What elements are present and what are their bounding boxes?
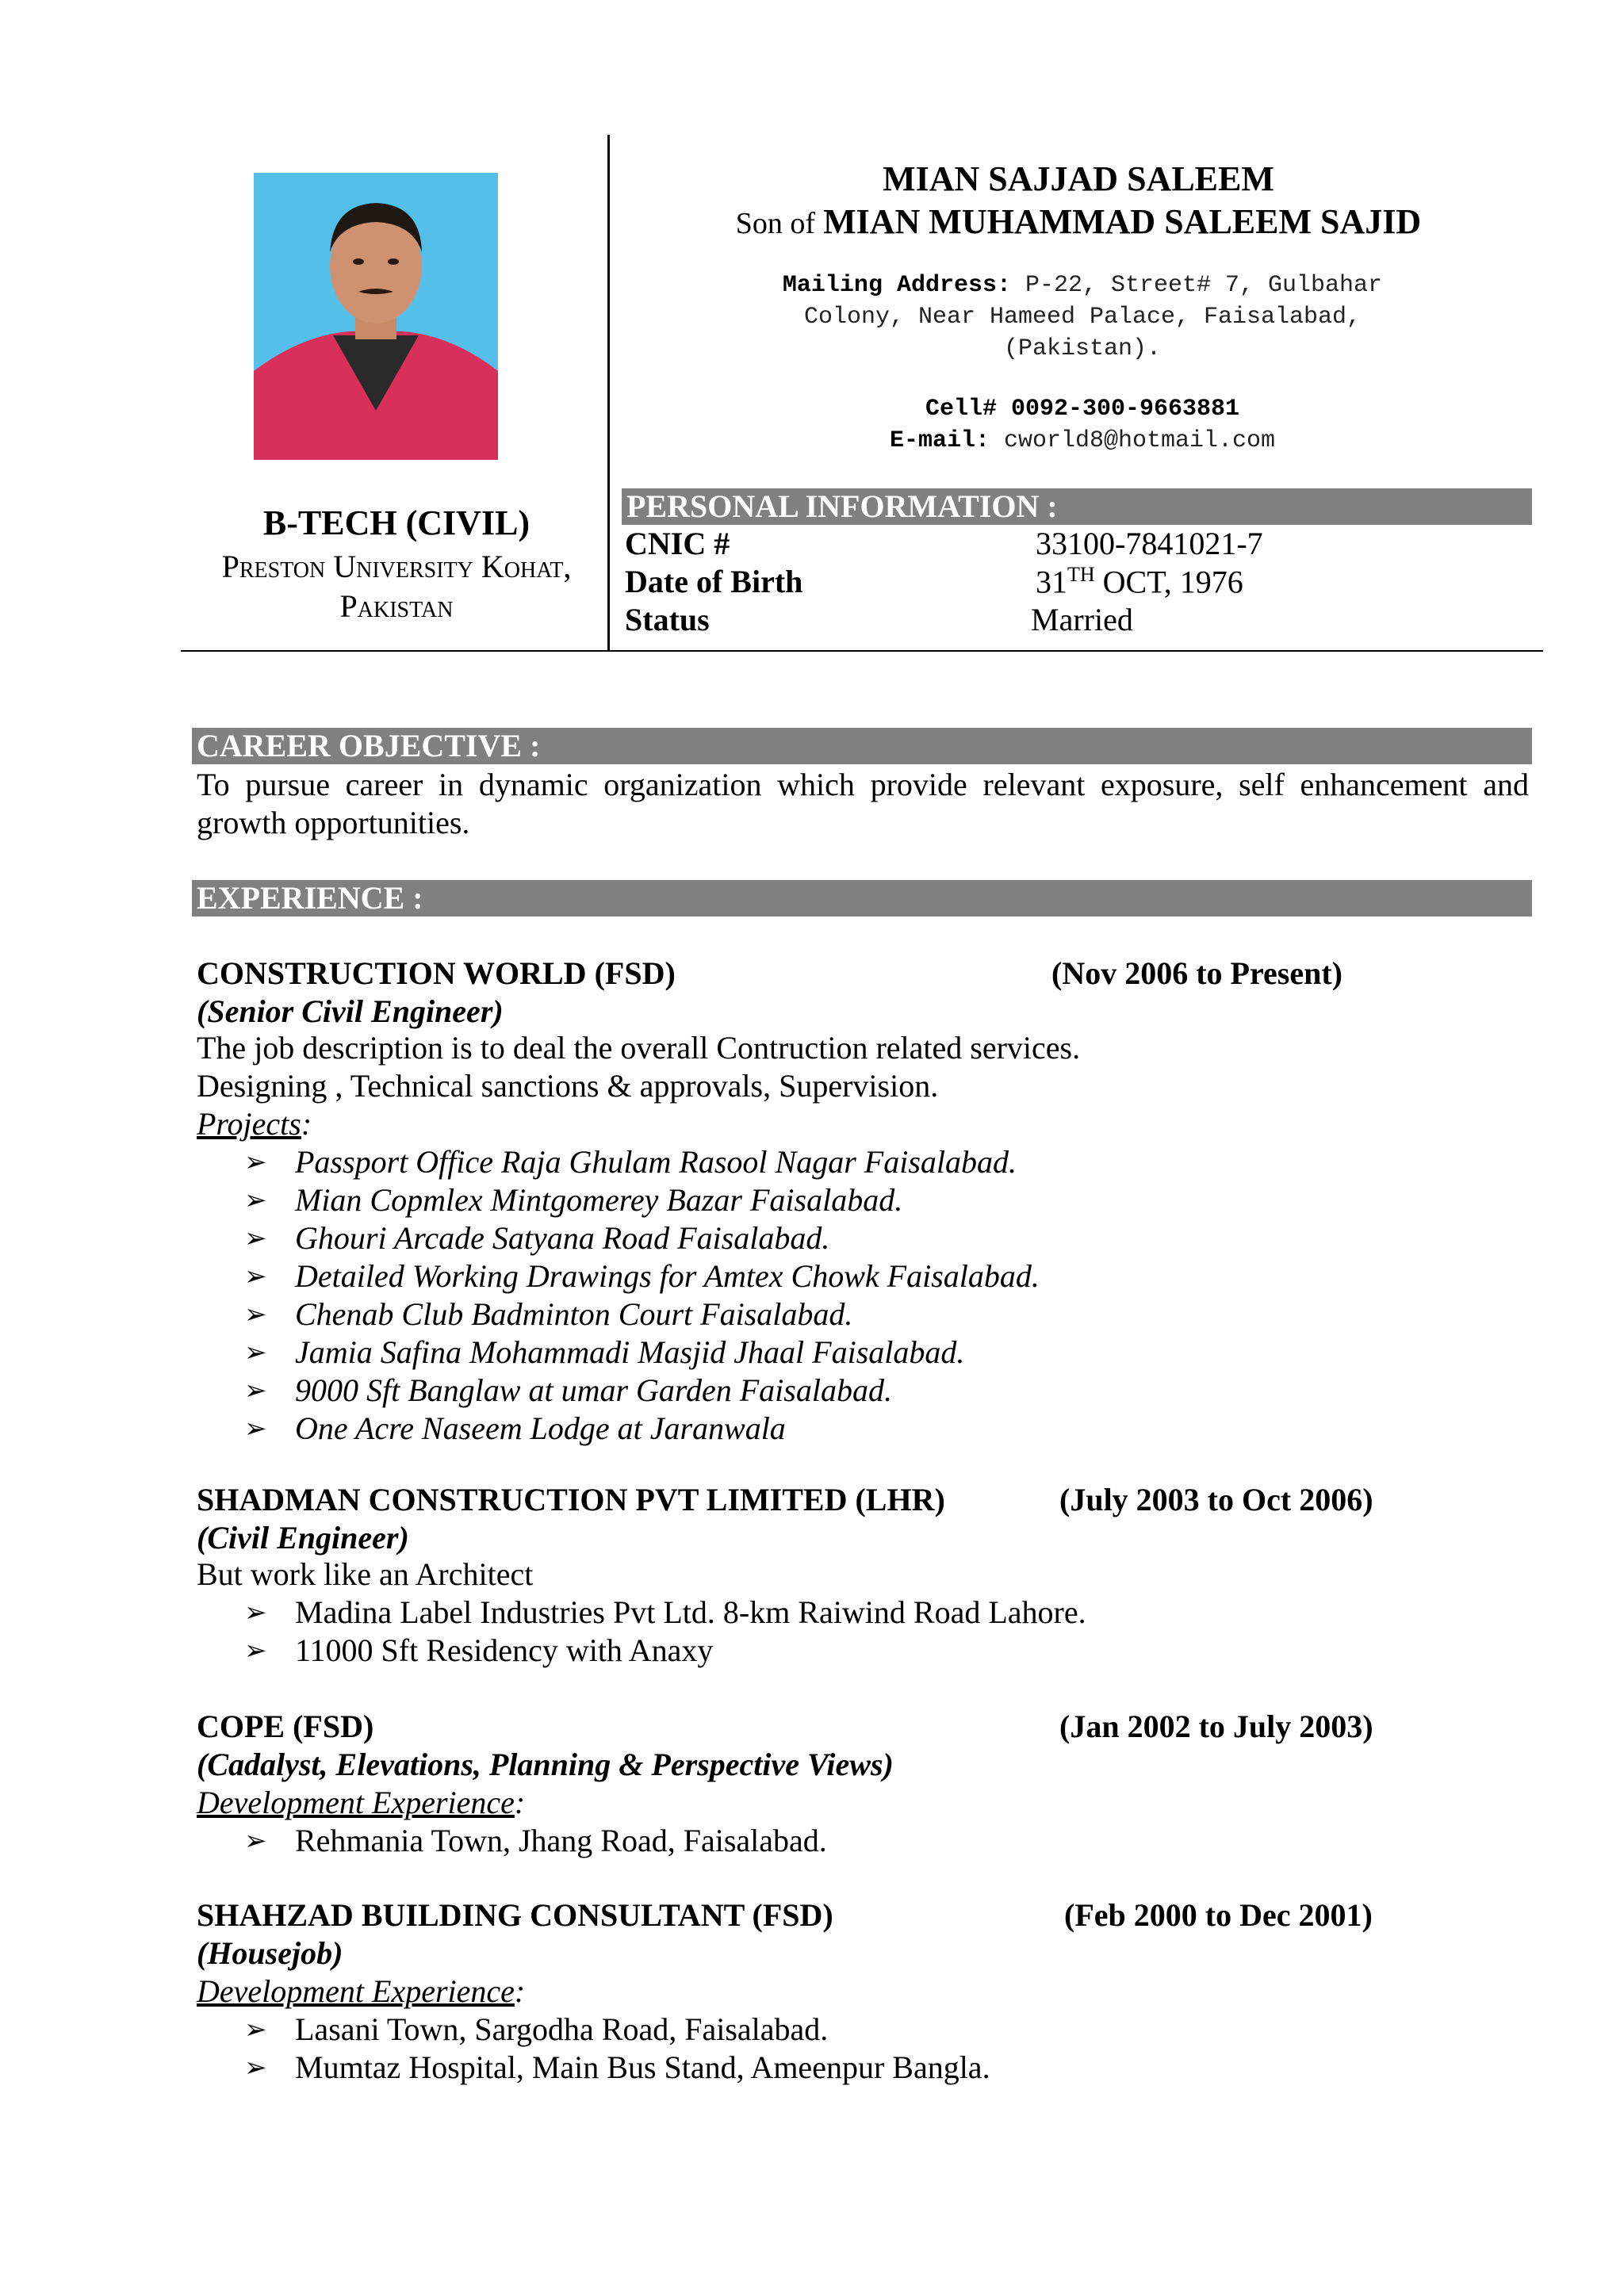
status-value: Married [1031, 602, 1133, 637]
degree-title: B-TECH (CIVIL) [262, 503, 530, 542]
list-item [197, 1181, 1529, 1219]
mailing-address [650, 270, 1515, 365]
arrow-bullet-icon: ➢ [244, 1261, 267, 1292]
profile-photo [254, 173, 498, 460]
dob-label: Date of Birth [625, 564, 803, 599]
list-item [197, 2011, 1529, 2049]
project-text: Chenab Club Badminton Court Faisalabad. [295, 1296, 853, 1332]
list-item [197, 1822, 1529, 1860]
job-4-project-list [197, 2011, 1529, 2087]
project-text: Detailed Working Drawings for Amtex Chowk Faisalabad. [295, 1258, 1040, 1294]
son-of-label: Son of [735, 207, 816, 240]
mailing-line-2: Colony, Near Hameed Palace, Faisalabad, [803, 304, 1362, 331]
project-text: Mian Copmlex Mintgomerey Bazar Faisalabad. [295, 1182, 903, 1218]
list-item [197, 1219, 1529, 1257]
arrow-bullet-icon: ➢ [244, 1337, 267, 1368]
profile-photo-figure [254, 173, 498, 460]
dob-value [1036, 563, 1243, 600]
job-3-role: (Cadalyst, Elevations, Planning & Perspective Views) [197, 1747, 894, 1782]
list-item [197, 1334, 1529, 1372]
job-1-role: (Senior Civil Engineer) [197, 993, 504, 1029]
dob-rest: OCT, 1976 [1094, 564, 1243, 600]
project-text: Rehmania Town, Jhang Road, Faisalabad. [295, 1823, 827, 1858]
project-text: Jamia Safina Mohammadi Masjid Jhaal Faisalabad. [295, 1334, 965, 1370]
development-label-text: Development Experience [197, 1973, 515, 2009]
job-4-projects-label: Development Experience: [197, 1973, 526, 2009]
job-1-desc-1: The job description is to deal the overall Contruction related services. [197, 1030, 1081, 1066]
arrow-bullet-icon: ➢ [244, 1825, 267, 1857]
list-item [197, 1143, 1529, 1181]
project-text: Passport Office Raja Ghulam Rasool Nagar Faisalabad. [295, 1144, 1017, 1180]
university-line-2: Pakistan [339, 588, 454, 624]
job-3-company: COPE (FSD) [197, 1709, 374, 1744]
email-link[interactable]: cworld8@hotmail.com [1003, 427, 1276, 454]
cell-number: Cell# 0092-300-9663881 [925, 396, 1240, 423]
arrow-bullet-icon: ➢ [244, 1299, 267, 1330]
dob-ordinal: TH [1067, 563, 1095, 586]
arrow-bullet-icon: ➢ [244, 1413, 267, 1445]
project-text: 9000 Sft Banglaw at umar Garden Faisalabad. [295, 1372, 892, 1408]
project-text: One Acre Naseem Lodge at Jaranwala [295, 1410, 786, 1446]
arrow-bullet-icon: ➢ [244, 1375, 267, 1406]
job-3-period: (Jan 2002 to July 2003) [1059, 1709, 1373, 1744]
mailing-line-1: P-22, Street# 7, Gulbahar [1025, 272, 1383, 299]
arrow-bullet-icon: ➢ [244, 2052, 267, 2084]
list-item [197, 1594, 1529, 1632]
email-label: E-mail: [889, 427, 990, 454]
list-item [197, 1632, 1529, 1670]
job-2-desc-1: But work like an Architect [197, 1556, 534, 1592]
project-text: Madina Label Industries Pvt Ltd. 8-km Raiwind Road Lahore. [295, 1594, 1086, 1630]
job-3-projects-label: Development Experience: [197, 1785, 526, 1820]
university [190, 547, 603, 626]
list-item [197, 1410, 1529, 1448]
arrow-bullet-icon: ➢ [244, 1146, 267, 1178]
arrow-bullet-icon: ➢ [244, 2014, 267, 2045]
job-1-period: (Nov 2006 to Present) [1051, 955, 1342, 991]
candidate-name: MIAN SAJJAD SALEEM [883, 159, 1274, 198]
arrow-bullet-icon: ➢ [244, 1184, 267, 1216]
job-2-company: SHADMAN CONSTRUCTION PVT LIMITED (LHR) [197, 1482, 945, 1517]
experience-heading: EXPERIENCE : [192, 880, 1532, 916]
project-text: Mumtaz Hospital, Main Bus Stand, Ameenpur Bangla. [295, 2049, 990, 2085]
job-1-company: CONSTRUCTION WORLD (FSD) [197, 955, 676, 991]
project-text: Lasani Town, Sargodha Road, Faisalabad. [295, 2011, 829, 2047]
contact-info [650, 393, 1515, 457]
arrow-bullet-icon: ➢ [244, 1635, 267, 1667]
project-text: Ghouri Arcade Satyana Road Faisalabad. [295, 1220, 830, 1256]
university-line-1: Preston University Kohat, [221, 549, 572, 584]
career-objective-heading: CAREER OBJECTIVE : [192, 728, 1532, 764]
header-horizontal-divider [181, 650, 1543, 652]
header-vertical-divider [607, 135, 610, 652]
personal-information-heading: PERSONAL INFORMATION : [622, 488, 1532, 525]
arrow-bullet-icon: ➢ [244, 1223, 267, 1254]
arrow-bullet-icon: ➢ [244, 1597, 267, 1628]
job-4-period: (Feb 2000 to Dec 2001) [1064, 1897, 1373, 1933]
job-4-role: (Housejob) [197, 1935, 343, 1971]
father-name: MIAN MUHAMMAD SALEEM SAJID [823, 202, 1422, 241]
job-2-period: (July 2003 to Oct 2006) [1059, 1482, 1373, 1517]
list-item [197, 2049, 1529, 2087]
mailing-line-3: (Pakistan). [1003, 335, 1162, 362]
job-3-project-list [197, 1822, 1529, 1860]
father-line [619, 201, 1538, 242]
job-4-company: SHAHZAD BUILDING CONSULTANT (FSD) [197, 1897, 833, 1933]
cnic-label: CNIC # [625, 526, 730, 561]
list-item [197, 1372, 1529, 1410]
status-label: Status [625, 602, 710, 637]
development-label-text: Development Experience [197, 1785, 515, 1820]
job-2-project-list [197, 1594, 1529, 1670]
job-1-desc-2: Designing , Technical sanctions & approvals, Supervision. [197, 1068, 939, 1104]
job-1-project-list [197, 1143, 1529, 1448]
list-item [197, 1257, 1529, 1295]
mailing-label: Mailing Address: [782, 272, 1011, 299]
project-text: 11000 Sft Residency with Anaxy [295, 1632, 714, 1668]
career-objective-text: To pursue career in dynamic organization which provide relevant exposure, self enhancement and growth opportunities. [197, 767, 1529, 840]
list-item [197, 1295, 1529, 1334]
dob-day: 31 [1036, 564, 1067, 600]
projects-label-text: Projects [197, 1106, 301, 1142]
job-1-projects-label: Projects: [197, 1106, 312, 1142]
job-2-role: (Civil Engineer) [197, 1520, 409, 1556]
cnic-value: 33100-7841021-7 [1036, 526, 1263, 561]
